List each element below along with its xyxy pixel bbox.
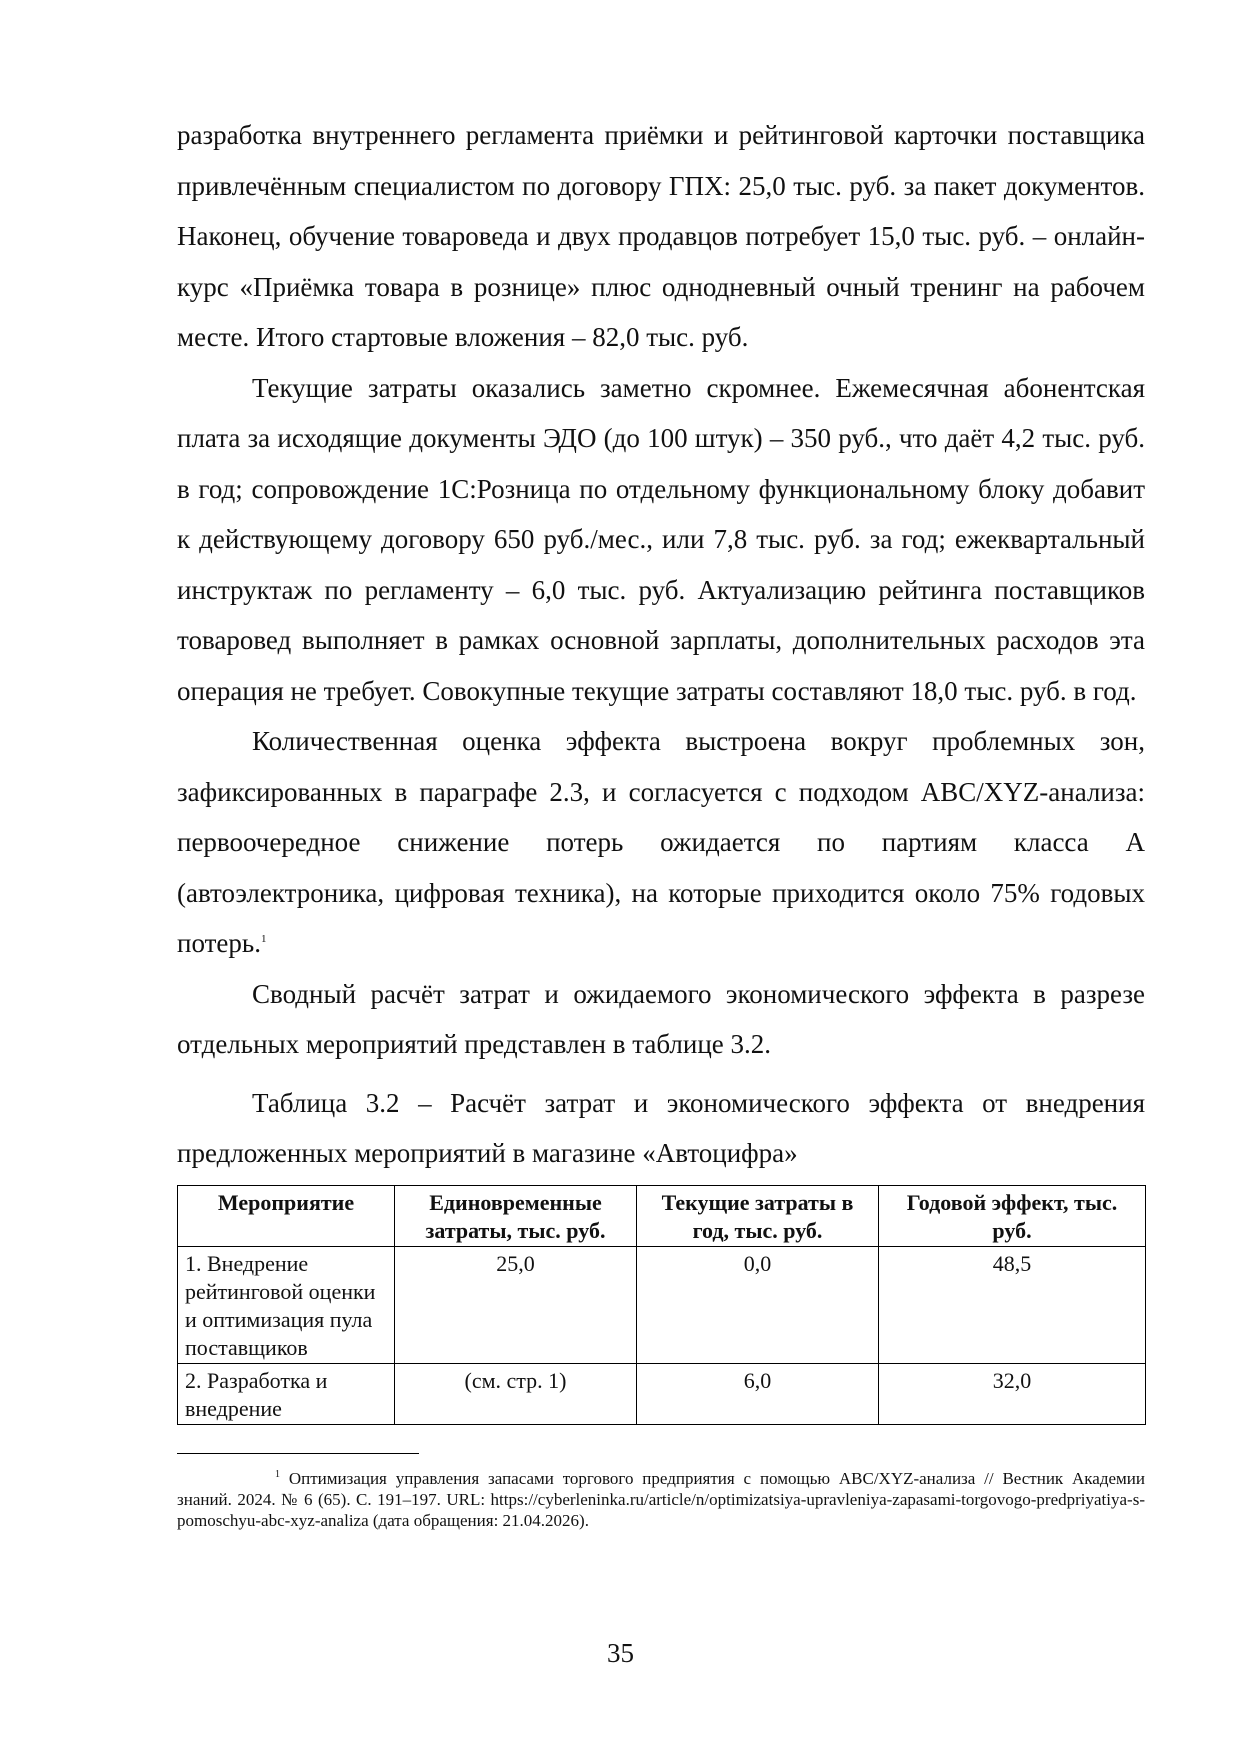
table-cell: 6,0	[637, 1363, 879, 1424]
footnote-mark: 1	[275, 1468, 280, 1480]
page-number: 35	[607, 1638, 634, 1668]
paragraph-1: разработка внутреннего регламента приёмки и рейтинговой карточки поставщика привлечённым специалистом по договору ГПХ: 25,0 тыс. руб. за пакет документов. Наконец, обучение товароведа и двух продавцов потребует 15,0 тыс. руб. – онлайн-курс «Приёмка товара в рознице» плюс однодневный очный тренинг на рабочем месте. Итого стартовые вложения – 82,0 тыс. руб.	[177, 120, 1145, 352]
header-measure: Мероприятие	[178, 1185, 395, 1246]
paragraph-4: Сводный расчёт затрат и ожидаемого экономического эффекта в разрезе отдельных мероприятий представлен в таблице 3.2.	[177, 978, 1145, 1059]
table-row	[178, 1246, 1146, 1363]
table-caption: Таблица 3.2 – Расчёт затрат и экономического эффекта от внедрения предложенных мероприятий в магазине «Автоцифра»	[177, 1087, 1145, 1168]
header-annual-effect: Годовой эффект, тыс. руб.	[879, 1185, 1146, 1246]
cost-effect-table	[177, 1185, 1146, 1425]
document-page	[177, 110, 1145, 1531]
footnote-text: Оптимизация управления запасами торгового предприятия с помощью ABC/XYZ-анализа // Вестник Академии знаний. 2024. № 6 (65). С. 191–197. URL: https://cyberleninka.ru/article/n/optimizatsiya-upravleniya-zapasami-torgovogo-predpriyatiya-s-pomoschyu-abc-xyz-analiza (дата обращения: 21.04.2026).	[177, 1468, 1145, 1530]
paragraph-3-text: Количественная оценка эффекта выстроена вокруг проблемных зон, зафиксированных в параграфе 2.3, и согласуется с подходом ABC/XYZ-анализа: первоочередное снижение потерь ожидается по партиям класса А (автоэлектроника, цифровая техника), на которые приходится около 75% годовых потерь.	[177, 726, 1145, 958]
table-cell: 48,5	[879, 1246, 1146, 1363]
table-cell: 32,0	[879, 1363, 1146, 1424]
table-row	[178, 1363, 1146, 1424]
table-cell: (см. стр. 1)	[395, 1363, 637, 1424]
table-cell: 1. Внедрение рейтинговой оценки и оптимизация пула поставщиков	[178, 1246, 395, 1363]
table-cell: 2. Разработка и внедрение	[178, 1363, 395, 1424]
footnote-separator	[177, 1453, 419, 1454]
footnote-reference[interactable]: 1	[260, 933, 267, 945]
header-current-costs: Текущие затраты в год, тыс. руб.	[637, 1185, 879, 1246]
table-header-row	[178, 1185, 1146, 1246]
paragraph-2: Текущие затраты оказались заметно скромнее. Ежемесячная абонентская плата за исходящие документы ЭДО (до 100 штук) – 350 руб., что даёт 4,2 тыс. руб. в год; сопровождение 1С:Розница по отдельному функциональному блоку добавит к действующему договору 650 руб./мес., или 7,8 тыс. руб. за год; ежеквартальный инструктаж по регламенту – 6,0 тыс. руб. Актуализацию рейтинга поставщиков товаровед выполняет в рамках основной зарплаты, дополнительных расходов эта операция не требует. Совокупные текущие затраты составляют 18,0 тыс. руб. в год.	[177, 372, 1145, 706]
table-cell: 25,0	[395, 1246, 637, 1363]
header-one-time-costs: Единовременные затраты, тыс. руб.	[395, 1185, 637, 1246]
table-cell: 0,0	[637, 1246, 879, 1363]
footnote	[177, 1468, 1145, 1531]
paragraph-3	[177, 716, 1145, 969]
